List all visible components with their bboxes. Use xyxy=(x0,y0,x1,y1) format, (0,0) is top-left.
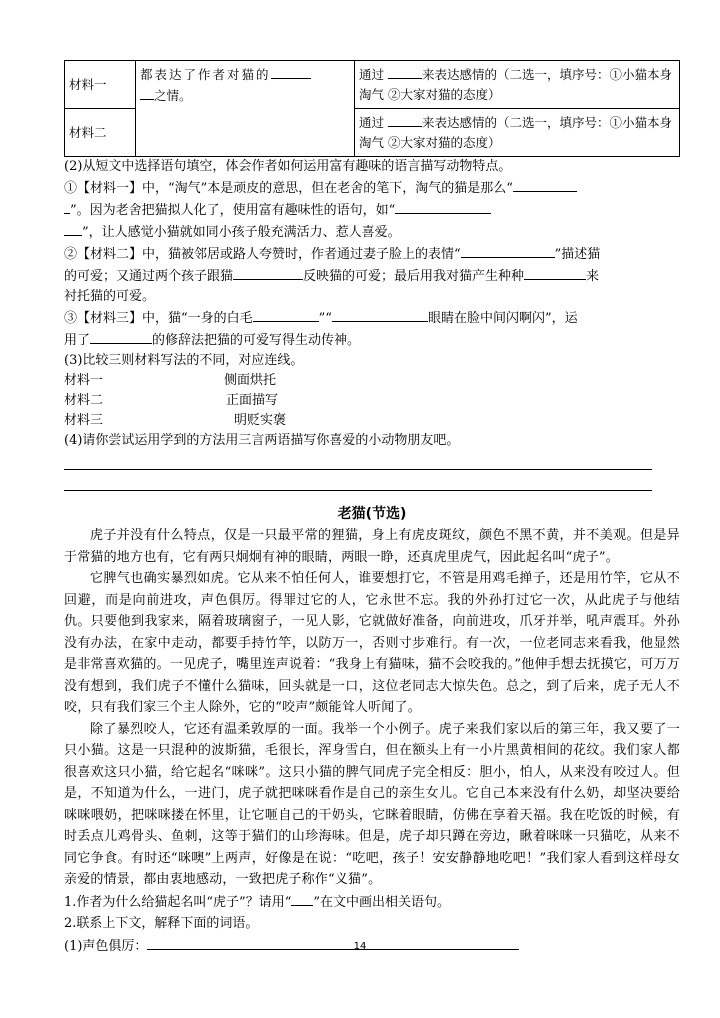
answer-blank[interactable] xyxy=(140,85,154,100)
question-line xyxy=(64,265,680,287)
question-line xyxy=(64,329,680,351)
answer-blank[interactable] xyxy=(388,64,422,79)
article-paragraph: 虎子并没有什么特点，仅是一只最平常的狸猫，身上有虎皮斑纹，颜色不黑不黄，并不美观。但是异于常猫的地方也有，它有两只炯炯有神的眼睛，两眼一睁，还真虎里虎气，因此起名叫“虎子”。 xyxy=(64,528,680,565)
match-right: 明贬实褒 xyxy=(234,413,287,428)
text: ”，让人感觉小猫就如同小孩子般充满活力、惹人喜爱。 xyxy=(82,225,401,240)
answer-blank[interactable] xyxy=(233,265,303,280)
question-line: 2.联系上下文，解释下面的词语。 xyxy=(64,916,259,931)
article-paragraph: 它脾气也确实暴烈如虎。它从来不怕任何人，谁要想打它，不管是用鸡毛掸子，还是用竹竿，它从不回避，而是向前进攻，声色俱厉。得罪过它的人，它永世不忘。我的外孙打过它一次，从此虎子与他结仇。只要他到我家来，隔着玻璃窗子，一见人影，它就做好准备，向前进攻，爪牙并举，吼声震耳。外孙没有办法，在家中走动，都要手持竹竿，以防万一，否则寸步难行。有一次，一位老同志来看我，他显然是非常喜欢猫的。一见虎子，嘴里连声说着：“我身上有猫味，猫不会咬我的。”他伸手想去抚摸它，可万万没有想到，我们虎子不懂什么猫味，回头就是一口，这位老同志大惊失色。总之，到了后来，虎子无人不咬，只有我们家三个主人除外，它的“咬声”颇能耸人听闻了。 xyxy=(64,571,680,715)
question-line xyxy=(64,891,680,914)
text: ”描述猫 xyxy=(554,247,601,262)
text: ”“ xyxy=(318,311,332,326)
answer-blank[interactable] xyxy=(395,199,491,214)
text: 反映猫的可爱；最后用我对猫产生种种 xyxy=(303,269,525,284)
answer-blank[interactable] xyxy=(253,307,319,322)
answer-blank[interactable] xyxy=(64,221,82,236)
text: (1)声色俱厉： xyxy=(64,938,148,954)
worksheet-page xyxy=(64,60,680,957)
match-left: 材料一 xyxy=(64,373,104,388)
answer-blank[interactable] xyxy=(90,329,152,344)
matching-row[interactable] xyxy=(64,411,680,431)
question-line xyxy=(64,199,680,221)
text: 眼睛在脸中间闪啊闪”，运 xyxy=(427,311,578,326)
question-line xyxy=(64,243,680,265)
answer-blank[interactable] xyxy=(461,243,555,258)
writing-line[interactable] xyxy=(64,451,652,470)
materials-table xyxy=(64,60,680,157)
article-paragraph: 除了暴烈咬人，它还有温柔敦厚的一面。我举一个小例子。虎子来我们家以后的第三年，我又要了一只小猫。这是一只混种的波斯猫，毛很长，浑身雪白，但在额头上有一小片黑黄相间的花纹。我们家人都很喜欢这只小猫，给它起名“咪咪”。这只小猫的脾气同虎子完全相反：胆小，怕人，从来没有咬过人。但是，不知道为什么，一进门，虎子就把咪咪看作是自己的亲生女儿。它自己本来没有什么奶，却坚决要给咪咪喂奶，把咪咪搂在怀里，让它咂自己的干奶头，它眯着眼睛，仿佛在享着天福。我在吃饭的时候，有时丢点儿鸡骨头、鱼刺，这等于猫们的山珍海味。但是，虎子却只蹲在旁边，瞅着咪咪一只猫吃，从来不同它争食。有时还“咪噢”上两声，好像是在说：“吃吧，孩子！安安静静地吃吧！”我们家人看到这样母女亲爱的情景，都由衷地感动，一致把虎子称作“义猫”。 xyxy=(64,721,680,887)
matching-row[interactable] xyxy=(64,391,680,411)
matching-row[interactable] xyxy=(64,371,680,391)
text: ①【材料一】中，“淘气”本是顽皮的意思，但在老舍的笔下，淘气的猫是那么“ xyxy=(64,181,513,196)
article-body xyxy=(64,525,680,891)
text: 1.作者为什么给猫起名叫“虎子”？请用“ xyxy=(64,894,292,910)
match-left: 材料二 xyxy=(64,393,104,408)
method-cell xyxy=(355,61,680,109)
answer-blank[interactable] xyxy=(271,64,311,79)
question-4 xyxy=(64,431,680,491)
question-line: 衬托猫的可爱。 xyxy=(64,289,156,304)
row-label: 材料一 xyxy=(65,61,136,109)
article-title: 老猫(节选) xyxy=(337,506,407,522)
page-number: 14 xyxy=(353,941,367,952)
text: ②【材料二】中，猫被邻居或路人夸赞时，作者通过妻子脸上的表情“ xyxy=(64,247,461,262)
text: ”在文中画出相关语句。 xyxy=(313,894,450,910)
question-line xyxy=(64,177,680,199)
cell-text: 都表达了作者对猫的 xyxy=(140,67,271,82)
question-line xyxy=(64,307,680,329)
text: 的修辞法把猫的可爱写得生动传神。 xyxy=(152,333,361,348)
match-right: 正面描写 xyxy=(226,393,279,408)
question-intro: (2)从短文中选择语句填空，体会作者如何运用富有趣味的语言描写动物特点。 xyxy=(64,159,512,174)
text: ”。因为老舍把猫拟人化了，使用富有趣味性的语句，如“ xyxy=(70,203,396,218)
match-left: 材料三 xyxy=(64,413,104,428)
question-line xyxy=(64,221,680,243)
question-3 xyxy=(64,351,680,431)
text: 来 xyxy=(586,269,600,284)
text: ③【材料三】中，猫“一身的白毛 xyxy=(64,311,253,326)
text: 的可爱；又通过两个孩子跟猫 xyxy=(64,269,234,284)
row-label: 材料二 xyxy=(65,109,136,157)
shared-cell xyxy=(136,61,355,157)
table-row xyxy=(65,61,680,109)
question-2 xyxy=(64,157,680,351)
question-intro: (3)比较三则材料写法的不同，对应连线。 xyxy=(64,353,304,368)
method-cell xyxy=(355,109,680,157)
question-intro: (4)请你尝试运用学到的方法用三言两语描写你喜爱的小动物朋友吧。 xyxy=(64,433,460,448)
answer-blank[interactable] xyxy=(332,307,428,322)
answer-blank[interactable] xyxy=(524,265,586,280)
cell-text: 来表达感情的（二选一，填序号：①小猫本身淘气 ②大家对猫的态度） xyxy=(359,67,673,102)
cell-text: 之情。 xyxy=(154,88,192,103)
underline-sample xyxy=(291,891,313,906)
answer-blank[interactable] xyxy=(388,112,422,127)
answer-blank[interactable] xyxy=(513,177,577,192)
cell-text: 通过 xyxy=(359,115,385,130)
cell-text: 通过 xyxy=(359,67,385,82)
match-right: 侧面烘托 xyxy=(224,373,277,388)
text: 用了 xyxy=(64,333,91,348)
writing-line[interactable] xyxy=(64,472,652,491)
cell-text: 来表达感情的（二选一，填序号：①小猫本身淘气 ②大家对猫的态度） xyxy=(359,115,673,150)
